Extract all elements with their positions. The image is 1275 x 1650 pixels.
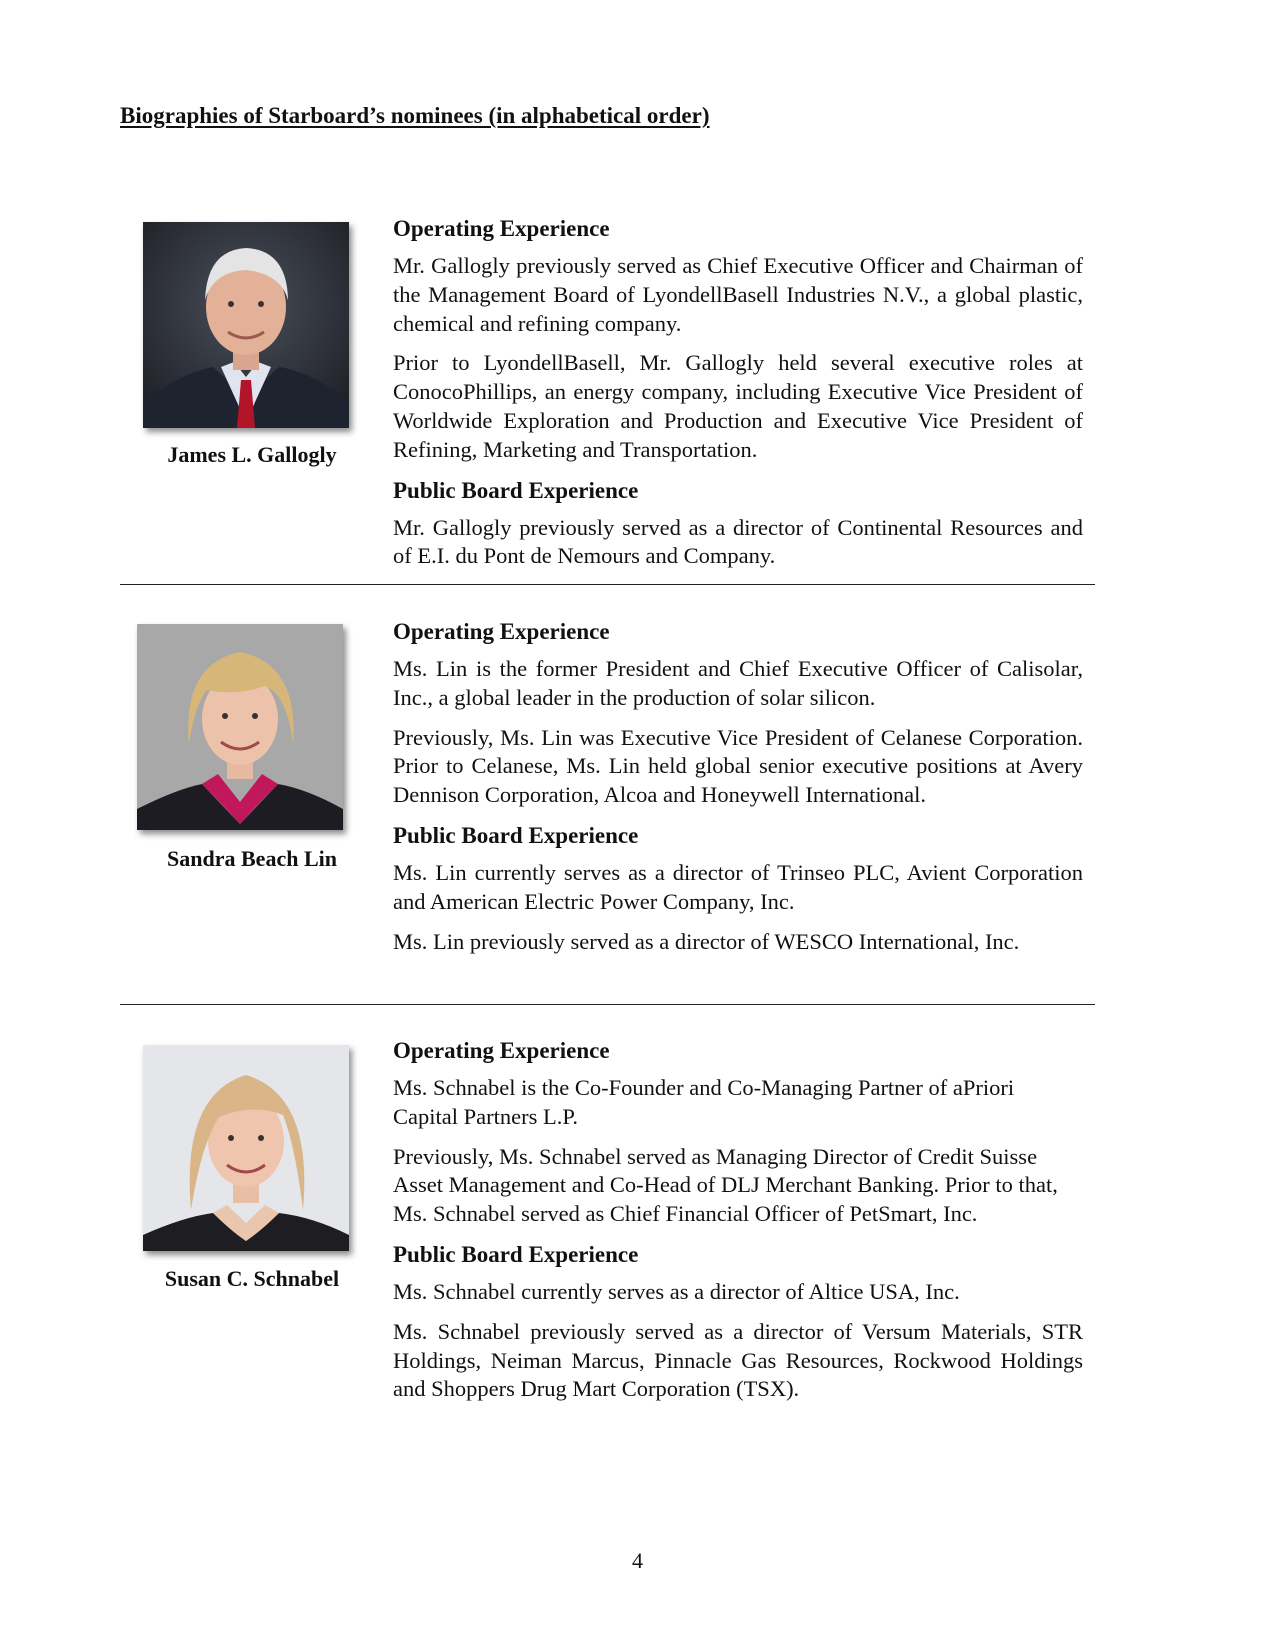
nominee-name-lin: Sandra Beach Lin: [167, 846, 337, 871]
nominee-name-gallogly: James L. Gallogly: [167, 442, 337, 467]
page-heading: Biographies of Starboard’s nominees (in alphabetical order): [120, 103, 710, 128]
public-board-heading: Public Board Experience: [393, 822, 639, 848]
nominee-details-schnabel: [393, 1036, 1083, 1415]
board-paragraph: Ms. Lin currently serves as a director of Trinseo PLC, Avient Corporation and American Electric Power Company, Inc.: [393, 859, 1083, 914]
section-divider: [120, 584, 1095, 585]
operating-experience-heading: Operating Experience: [393, 619, 610, 644]
public-board-heading: Public Board Experience: [393, 477, 639, 503]
page-number: 4: [632, 1548, 643, 1573]
operating-paragraph: Prior to LyondellBasell, Mr. Gallogly held several executive roles at ConocoPhillips, an energy company, including Executive Vice President of Worldwide Exploration and Production and Executive Vice President of Refining, Marketing and Transportation.: [393, 350, 1083, 462]
board-paragraph: Ms. Schnabel previously served as a director of Versum Materials, STR Holdings, Neiman Marcus, Pinnacle Gas Resources, Rockwood Holdings and Shoppers Drug Mart Corporation (TSX).: [393, 1318, 1083, 1402]
board-paragraph: Ms. Lin previously served as a director of WESCO International, Inc.: [393, 928, 1020, 954]
operating-paragraph: Previously, Ms. Schnabel served as Managing Director of Credit Suisse Asset Management and Co-Head of DLJ Merchant Banking. Prior to that, Ms. Schnabel served as Chief Financial Officer of PetSmart, Inc.: [393, 1143, 1058, 1227]
nominee-photo-gallogly: [143, 222, 349, 428]
operating-paragraph: Ms. Schnabel is the Co-Founder and Co-Managing Partner of aPriori Capital Partners L.P.: [393, 1075, 1015, 1129]
section-divider: [120, 1004, 1095, 1005]
operating-experience-heading: Operating Experience: [393, 1038, 610, 1063]
nominee-details-gallogly: [393, 214, 1083, 582]
nominee-photo-lin: [137, 624, 343, 830]
board-paragraph: Mr. Gallogly previously served as a director of Continental Resources and of E.I. du Pont de Nemours and Company.: [393, 514, 1083, 569]
operating-paragraph: Mr. Gallogly previously served as Chief Executive Officer and Chairman of the Management Board of LyondellBasell Industries N.V., a global plastic, chemical and refining company.: [393, 253, 1083, 336]
public-board-heading: Public Board Experience: [393, 1241, 639, 1267]
nominee-name-schnabel: Susan C. Schnabel: [164, 1266, 340, 1291]
board-paragraph: Ms. Schnabel currently serves as a director of Altice USA, Inc.: [393, 1278, 960, 1304]
operating-experience-heading: Operating Experience: [393, 216, 610, 241]
operating-paragraph: Previously, Ms. Lin was Executive Vice President of Celanese Corporation. Prior to Celanese, Ms. Lin held global senior executive positions at Avery Dennison Corporation, Alcoa and Honeywell International.: [393, 724, 1083, 808]
nominee-photo-schnabel: [143, 1045, 349, 1251]
operating-paragraph: Ms. Lin is the former President and Chief Executive Officer of Calisolar, Inc., a global leader in the production of solar silicon.: [393, 656, 1083, 710]
nominee-details-lin: [393, 617, 1083, 967]
